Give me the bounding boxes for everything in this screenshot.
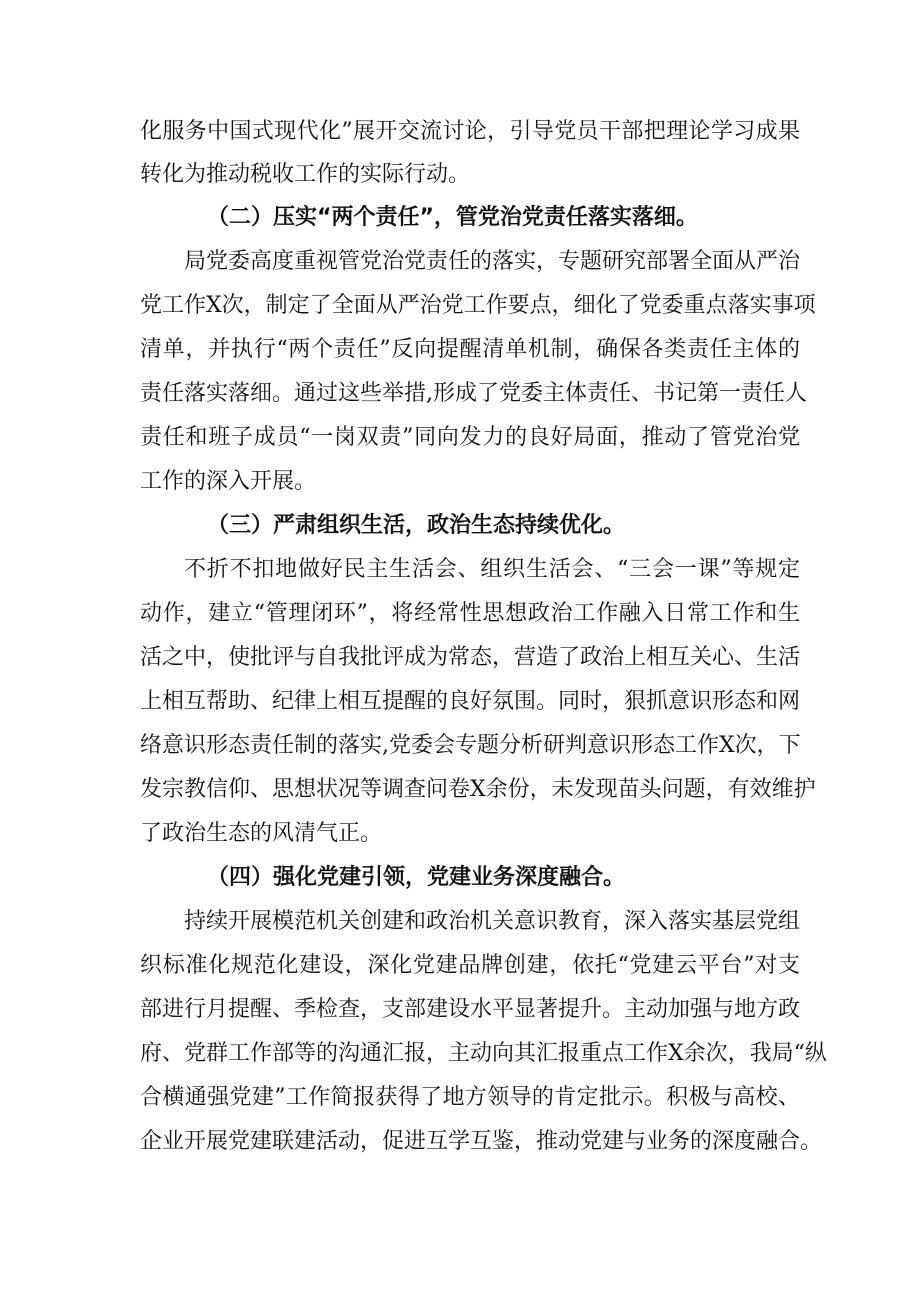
paragraph-line: 络意识形态责任制的落实,党委会专题分析研判意识形态工作X次，下 [140, 733, 801, 758]
paragraph-line: 企业开展党建联建活动，促进互学互鉴，推动党建与业务的深度融合。 [140, 1129, 823, 1154]
paragraph-line: 党工作X次，制定了全面从严治党工作要点，细化了党委重点落实事项 [140, 293, 816, 318]
paragraph-line: 动作，建立“管理闭环”，将经常性思想政治工作融入日常工作和生 [140, 601, 800, 626]
section-heading: （二）压实“两个责任”，管党治党责任落实落细。 [207, 205, 698, 230]
paragraph-line: 府、党群工作部等的沟通汇报，主动向其汇报重点工作X余次，我局“纵 [140, 1041, 827, 1066]
paragraph-line: 合横通强党建”工作简报获得了地方领导的肯定批示。积极与高校、 [140, 1085, 800, 1110]
paragraph-line: 织标准化规范化建设，深化党建品牌创建，依托“党建云平台”对支 [140, 953, 800, 978]
paragraph-line: 转化为推动税收工作的实际行动。 [140, 162, 471, 187]
paragraph-line: 活之中，使批评与自我批评成为常态，营造了政治上相互关心、生活 [140, 645, 801, 670]
paragraph-line: 了政治生态的风清气正。 [140, 821, 383, 846]
paragraph-line: 发宗教信仰、思想状况等调查问卷X余份，未发现苗头问题，有效维护 [140, 777, 816, 802]
paragraph-line: 责任和班子成员“一岗双责”同向发力的良好局面，推动了管党治党 [140, 425, 800, 450]
paragraph-line: 化服务中国式现代化”展开交流讨论，引导党员干部把理论学习成果 [140, 119, 800, 144]
section-heading: （四）强化党建引领，党建业务深度融合。 [207, 865, 626, 890]
paragraph-line: 责任落实落细。通过这些举措,形成了党委主体责任、书记第一责任人 [140, 381, 807, 406]
paragraph-line: 清单，并执行“两个责任”反向提醒清单机制，确保各类责任主体的 [140, 337, 800, 362]
paragraph-line: 工作的深入开展。 [140, 469, 317, 494]
section-heading: （三）严肃组织生活，政治生态持续优化。 [207, 513, 626, 538]
paragraph-line: 上相互帮助、纪律上相互提醒的良好氛围。同时，狠抓意识形态和网 [140, 689, 801, 714]
paragraph-line: 持续开展模范机关创建和政治机关意识教育，深入落实基层党组 [184, 909, 801, 934]
paragraph-line: 局党委高度重视管党治党责任的落实，专题研究部署全面从严治 [184, 249, 801, 274]
paragraph-line: 部进行月提醒、季检查，支部建设水平显著提升。主动加强与地方政 [140, 997, 801, 1022]
paragraph-line: 不折不扣地做好民主生活会、组织生活会、“三会一课”等规定 [184, 557, 800, 582]
